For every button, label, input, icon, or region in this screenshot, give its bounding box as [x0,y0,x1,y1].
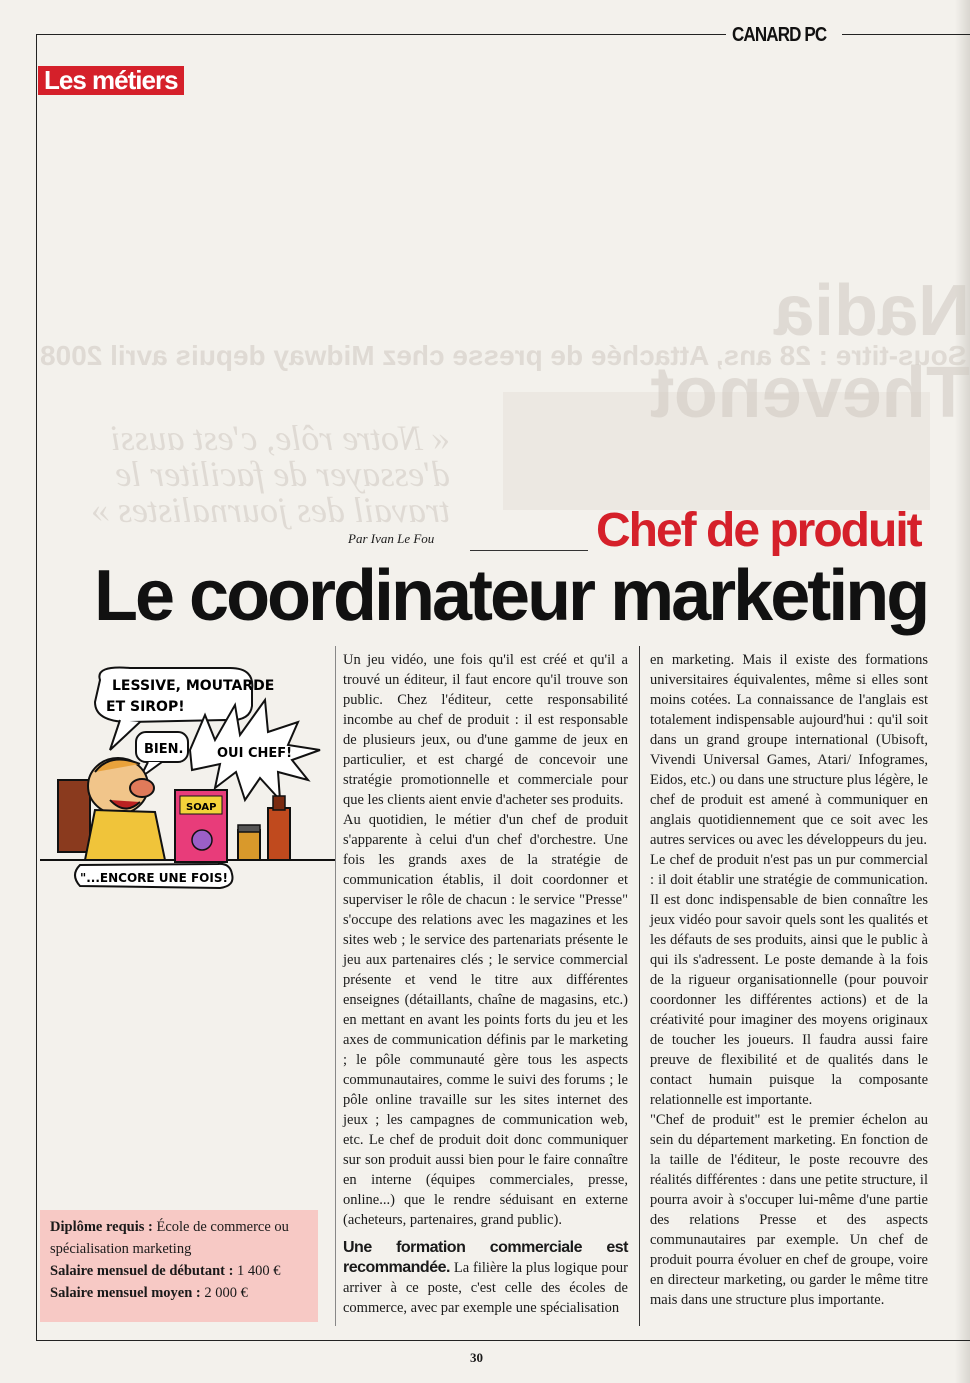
info-diploma-label: Diplôme requis : [50,1219,153,1235]
info-start-salary [50,1260,308,1282]
article-headline: Le coordinateur marketing [94,556,928,636]
bleed-through-quote: « Notre rôle, c'est aussi d'essayer de faciliter le travail des journalistes » [91,418,450,530]
paragraph: "Chef de produit" est le premier échelon au sein du département marketing. En fonction de la taille de l'éditeur, le poste recouvre des réalités différentes : dans une petite structure, il pourra avoir à s'occuper lui-même d'une partie des relations Presse et des aspects communautaires par exemple. Un chef de produit pourra évoluer en chef de groupe, voire en directeur marketing, ou garder le même titre mais dans une structure plus importante. [650,1112,928,1308]
section-tag: Les métiers [38,66,184,95]
column-rule-right [639,646,640,1326]
byline-rule [470,550,588,551]
cartoon-illustration [40,660,335,900]
info-box [40,1210,318,1322]
speech-bubble-1-line2: ET SIROP! [106,699,185,715]
info-avg-salary-label: Salaire mensuel moyen : [50,1285,201,1301]
info-start-salary-label: Salaire mensuel de débutant : [50,1263,234,1279]
syrup-bottle [268,796,290,860]
article-kicker: Chef de produit [596,504,921,557]
column-rule-left [335,646,336,1326]
bleed-through-title: Nadia Thevenot [649,271,970,433]
paragraph: en marketing. Mais il existe des formations universitaires équivalentes, même si elles sont moins cotées. La connaissance de l'anglais est totalement indispensable aujourd'hui : qu'il soit dans un grand groupe international (Ubisoft, Vivendi Universal Games, Atari/ Infogrames, Eidos, etc.) ou dans une structure plus légère, le chef de produit est amené à communiquer en anglais quotidiennement que ce soit avec les autres services ou avec les développeurs du jeu. [650,652,928,848]
info-avg-salary-value: 2 000 € [200,1285,248,1301]
frame-bottom-rule [36,1340,970,1341]
byline: Par Ivan Le Fou [348,531,435,546]
speech-bubble-4-text: "...ENCORE UNE FOIS! [80,871,228,885]
paragraph: Le chef de produit n'est pas un pur commercial : il doit établir une stratégie de communication. Il est donc indispensable de bien connaître les jeux vidéo pour savoir quels sont les qualités et les défauts de ses produits, ainsi que le public à qui ils s'adressent. Le poste demande à la fois de la rigueur organisationnelle (pour pouvoir coordonner les différentes actions) et de la créativité pour imaginer des moyens originaux de toucher les joueurs. Il faudra aussi faire preuve de flexibilité et de qualités dans le contact humain puisque la composante relationnelle est importante. [650,852,928,1108]
paragraph: Au quotidien, le métier d'un chef de produit s'apparente à celui d'un chef d'orchestre. Une fois les grands axes de la stratégie de communication établis, il doit coordonner et superviser le rôle de chacun : le service "Presse" s'occupe des relations avec les magazines et les sites web ; le service des partenariats présente le jeu aux partenaires clés ; le service commercial présente et vend le titre aux différentes enseignes (détaillants, chaîne de magasins, etc.) en mettant en avant les points forts du jeu et les axes de communication définis par le marketing ; le pôle communauté gère tous les aspects communautaires, comme le suivi des forums ; le pôle online travaille sur les sites internet des jeux ; les campagnes de communication web, etc. Le chef de produit doit donc communiquer sur son produit aussi bien pour le faire connaître en interne (équipes commerciales, presse, online...) que le rendre séduisant en externe (acheteurs, partenaires, grand public). [343,812,628,1228]
speech-bubble-1-line1: LESSIVE, MOUTARDE [112,678,275,694]
article-column-2 [650,650,928,1310]
info-diploma-value: École de commerce ou spécialisation marketing [50,1219,289,1257]
chef-character [58,758,165,860]
product-box [175,790,227,862]
magazine-logo: CANARD PC [732,24,827,46]
paragraph: Un jeu vidéo, une fois qu'il est créé et qu'il a trouvé un éditeur, il faut encore qu'il trouve son public. Chez l'éditeur, cette responsabilité incombe au chef de produit : il est responsable de plusieurs jeux, ou d'une gamme de jeux en particulier, et est chargé de concevoir une stratégie promotionnelle et commerciale pour que les clients aient envie d'acheter ses produits. [343,652,628,808]
info-start-salary-value: 1 400 € [233,1263,281,1279]
paragraph-text: La filière la plus logique pour arriver à ce poste, c'est celle des écoles de commerce, avec par exemple une spécialisation [343,1260,628,1316]
page-binding-shadow [955,0,970,1383]
frame-top-rule-right [842,34,970,35]
frame-top-rule [36,34,726,35]
speech-bubble-2-text: BIEN. [144,742,184,757]
frame-left-rule [36,34,37,1340]
info-diploma [50,1216,308,1260]
product-box-label: SOAP [186,802,217,813]
article-column-1 [343,650,628,1318]
info-avg-salary [50,1282,308,1304]
page-number: 30 [470,1350,483,1365]
subhead: Une formation commerciale est recommandée. [343,1239,628,1276]
bleed-through-subtitle: Sous-titre : 28 ans, Attachée de presse chez Midway depuis avril 2008 [40,340,967,371]
speech-bubble-4 [75,864,233,888]
paragraph [343,1238,628,1318]
speech-bubble-3-text: OUI CHEF! [217,746,293,761]
mustard-jar [238,825,260,860]
